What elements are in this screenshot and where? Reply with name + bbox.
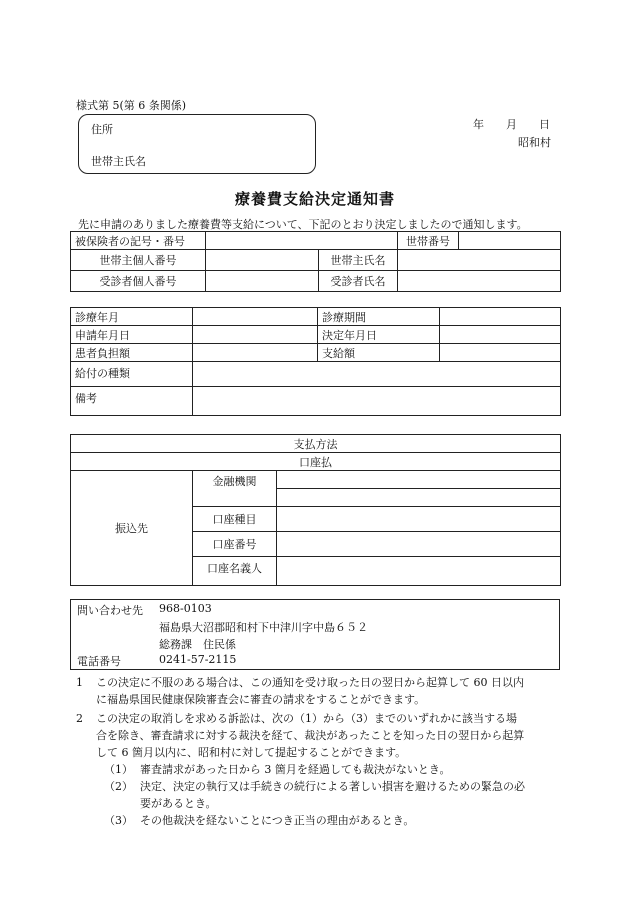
bank-branch-value[interactable] — [277, 489, 561, 507]
payment-amount-label: 支給額 — [318, 344, 440, 362]
contact-address: 福島県大沼郡昭和村下中津川字中島６５２ — [159, 621, 368, 634]
note-2-line-3: して 6 箇月以内に、昭和村に対して提起することができます。 — [96, 746, 407, 759]
payment-amount-value[interactable] — [440, 344, 561, 362]
note-2-line-1: この決定の取消しを求める訴訟は、次の（1）から（3）までのいずれかに該当する場 — [96, 712, 517, 725]
issuer: 昭和村 — [518, 136, 551, 149]
visit-month-value[interactable] — [193, 308, 318, 326]
account-holder-value[interactable] — [277, 557, 561, 586]
insured-symbol-label: 被保険者の記号・番号 — [71, 232, 206, 250]
sub-1-text: 審査請求があった日から 3 箇月を経過しても裁決がないとき。 — [140, 763, 451, 776]
sub-3-text: その他裁決を経ないことにつき正当の理由があるとき。 — [140, 814, 415, 827]
householder-name-label: 世帯主氏名 — [319, 250, 398, 271]
account-type-value[interactable] — [277, 507, 561, 532]
benefit-type-label: 給付の種類 — [71, 362, 193, 387]
insured-symbol-value[interactable] — [206, 232, 398, 250]
treatment-table — [70, 307, 561, 416]
account-no-label: 口座番号 — [193, 532, 277, 557]
household-no-value[interactable] — [459, 232, 561, 250]
sub-1-number: （1） — [104, 763, 133, 776]
bank-name-value[interactable] — [277, 471, 561, 489]
contact-label: 問い合わせ先 — [77, 604, 143, 617]
decision-date-value[interactable] — [440, 326, 561, 344]
householder-personal-no-value[interactable] — [206, 250, 319, 271]
householder-personal-no-label: 世帯主個人番号 — [71, 250, 206, 271]
contact-dept: 総務課 住民係 — [159, 638, 236, 651]
address-box — [78, 114, 316, 174]
visit-period-value[interactable] — [440, 308, 561, 326]
account-holder-label: 口座名義人 — [193, 557, 277, 586]
bank-label: 金融機関 — [193, 471, 277, 507]
transfer-to-label: 振込先 — [71, 471, 193, 586]
note-1-line-2: に福島県国民健康保険審査会に審査の請求をすることができます。 — [96, 693, 426, 706]
phone-label: 電話番号 — [77, 655, 121, 668]
note-2-number: 2 — [76, 712, 83, 725]
contact-postal: 968-0103 — [159, 602, 212, 615]
payment-table — [70, 434, 561, 586]
page-title: 療養費支給決定通知書 — [234, 190, 395, 208]
account-type-label: 口座種目 — [193, 507, 277, 532]
household-no-label: 世帯番号 — [398, 232, 459, 250]
patient-personal-no-label: 受診者個人番号 — [71, 271, 206, 292]
patient-personal-no-value[interactable] — [206, 271, 319, 292]
sub-3-number: （3） — [104, 814, 133, 827]
note-2-line-2: 合を除き、審査請求に対する裁決を経て、裁決があったことを知った日の翌日から起算 — [96, 729, 525, 742]
visit-month-label: 診療年月 — [71, 308, 193, 326]
insured-info-table — [70, 231, 561, 292]
copay-label: 患者負担額 — [71, 344, 193, 362]
account-transfer-label: 口座払 — [71, 453, 561, 471]
visit-period-label: 診療期間 — [318, 308, 440, 326]
account-no-value[interactable] — [277, 532, 561, 557]
address-label: 住所 — [91, 123, 113, 136]
payment-method-label: 支払方法 — [71, 435, 561, 453]
patient-name-label: 受診者氏名 — [319, 271, 398, 292]
phone-number: 0241-57-2115 — [159, 653, 237, 666]
note-1-line-1: この決定に不服のある場合は、この通知を受け取った日の翌日から起算して 60 日以内 — [96, 676, 524, 689]
benefit-type-value[interactable] — [193, 362, 561, 387]
copay-value[interactable] — [193, 344, 318, 362]
note-1-number: 1 — [76, 676, 83, 689]
sub-2-number: （2） — [104, 780, 133, 793]
apply-date-label: 申請年月日 — [71, 326, 193, 344]
householder-label: 世帯主氏名 — [91, 155, 146, 168]
sub-2-line-2: 要があるとき。 — [140, 797, 217, 810]
sub-2-line-1: 決定、決定の執行又は手続きの続行による著しい損害を避けるための緊急の必 — [140, 780, 525, 793]
date-label: 年 月 日 — [473, 118, 550, 131]
apply-date-value[interactable] — [193, 326, 318, 344]
patient-name-value[interactable] — [398, 271, 561, 292]
intro-text: 先に申請のありました療養費等支給について、下記のとおり決定しましたので通知します。 — [78, 218, 528, 231]
decision-date-label: 決定年月日 — [318, 326, 440, 344]
contact-box — [70, 599, 560, 670]
remarks-label: 備考 — [71, 387, 193, 416]
form-number: 様式第 5(第 6 条関係) — [76, 99, 187, 112]
remarks-value[interactable] — [193, 387, 561, 416]
householder-name-value[interactable] — [398, 250, 561, 271]
